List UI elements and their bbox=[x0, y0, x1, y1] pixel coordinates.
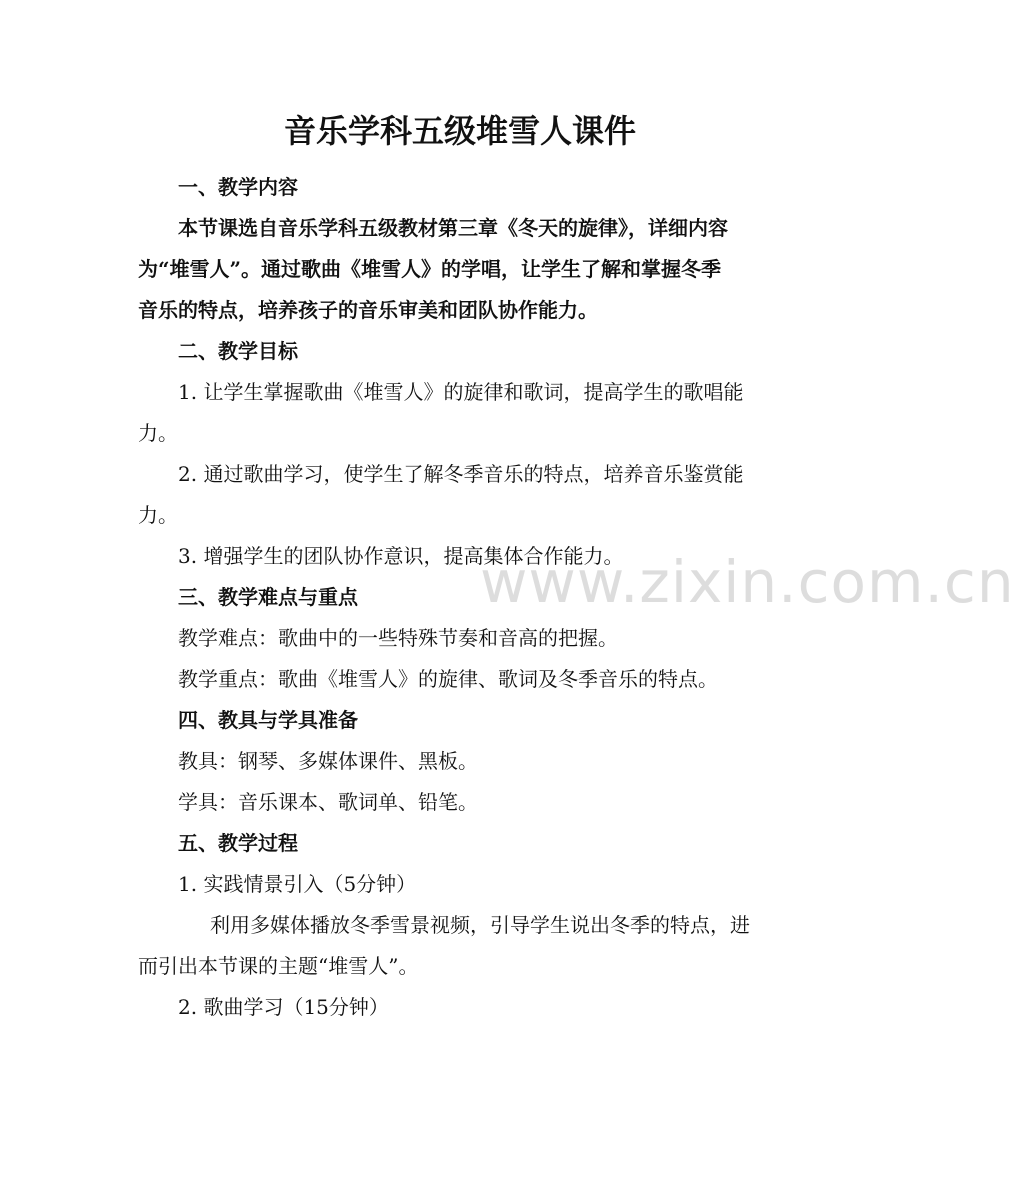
list-item-line: 2. 通过歌曲学习，使学生了解冬季音乐的特点，培养音乐鉴赏能 bbox=[178, 462, 744, 486]
section-heading-difficulty-focus: 三、教学难点与重点 bbox=[178, 585, 358, 609]
section-heading-content: 一、教学内容 bbox=[178, 175, 298, 199]
list-item-line: 力。 bbox=[138, 503, 178, 527]
paragraph-line: 为“堆雪人”。通过歌曲《堆雪人》的学唱，让学生了解和掌握冬季 bbox=[138, 257, 722, 281]
difficulty-text: 教学难点：歌曲中的一些特殊节奏和音高的把握。 bbox=[178, 626, 618, 650]
list-item-line: 1. 让学生掌握歌曲《堆雪人》的旋律和歌词，提高学生的歌唱能 bbox=[178, 380, 744, 404]
process-step: 1. 实践情景引入（5分钟） bbox=[178, 872, 417, 896]
paragraph-line: 音乐的特点，培养孩子的音乐审美和团队协作能力。 bbox=[138, 298, 598, 322]
section-heading-materials: 四、教具与学具准备 bbox=[178, 708, 358, 732]
section-heading-objectives: 二、教学目标 bbox=[178, 339, 298, 363]
process-step: 2. 歌曲学习（15分钟） bbox=[178, 995, 389, 1019]
teacher-materials-text: 教具：钢琴、多媒体课件、黑板。 bbox=[178, 749, 478, 773]
list-item-line: 3. 增强学生的团队协作意识，提高集体合作能力。 bbox=[178, 544, 624, 568]
document-title: 音乐学科五级堆雪人课件 bbox=[283, 112, 636, 150]
paragraph-line: 本节课选自音乐学科五级教材第三章《冬天的旋律》，详细内容 bbox=[178, 216, 728, 240]
focus-text: 教学重点：歌曲《堆雪人》的旋律、歌词及冬季音乐的特点。 bbox=[178, 667, 718, 691]
watermark: www.zixin.com.cn bbox=[480, 548, 1015, 616]
student-materials-text: 学具：音乐课本、歌词单、铅笔。 bbox=[178, 790, 478, 814]
paragraph-line: 利用多媒体播放冬季雪景视频，引导学生说出冬季的特点，进 bbox=[210, 913, 750, 937]
paragraph-line: 而引出本节课的主题“堆雪人”。 bbox=[138, 954, 419, 978]
section-heading-process: 五、教学过程 bbox=[178, 831, 298, 855]
list-item-line: 力。 bbox=[138, 421, 178, 445]
